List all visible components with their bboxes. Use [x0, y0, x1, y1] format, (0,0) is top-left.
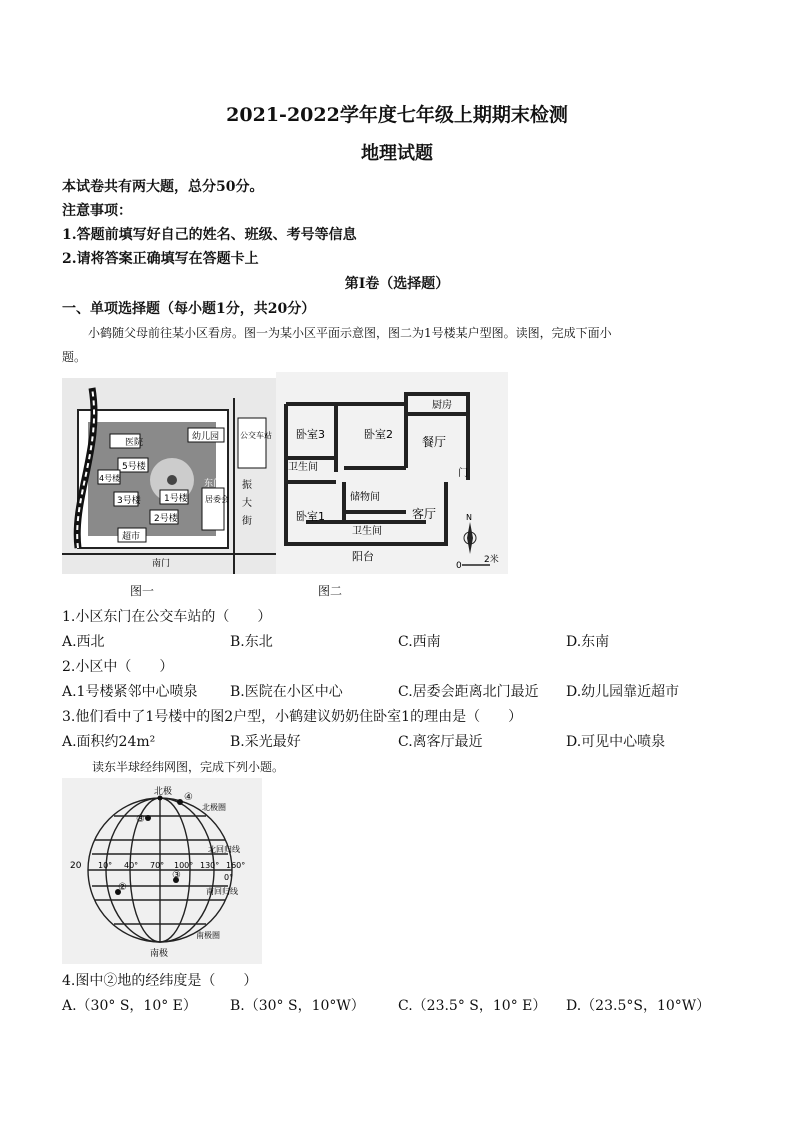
label-bedroom2: 卧室2	[364, 428, 393, 441]
label-building5: 5号楼	[122, 462, 146, 472]
figure2-caption: 图二	[318, 584, 343, 598]
label-building4: 4号楼	[99, 474, 121, 483]
q3-option-b[interactable]: B.采光最好	[230, 734, 301, 750]
label-arctic: 北极圈	[202, 803, 226, 812]
label-supermarket: 超市	[122, 532, 141, 542]
label-lon-40: 40°	[124, 861, 139, 870]
q4-option-d[interactable]: D.（23.5°S，10°W）	[566, 998, 711, 1014]
scale-2m: 2米	[484, 555, 499, 565]
exam-subtitle: 地理试题	[361, 143, 433, 164]
point-3-upper: ③	[136, 814, 145, 825]
q1-option-c[interactable]: C.西南	[398, 634, 441, 650]
passage-1-line1: 小鹤随父母前往某小区看房。图一为某小区平面示意图，图二为1号楼某户型图。读图，完成下面小	[88, 326, 612, 340]
label-kindergarten: 幼儿园	[192, 432, 220, 442]
notice-1: 1.答题前填写好自己的姓名、班级、考号等信息	[62, 227, 357, 243]
q4-option-a[interactable]: A.（30° S，10° E）	[62, 998, 197, 1014]
label-storage: 储物间	[350, 492, 380, 503]
label-living: 客厅	[412, 507, 437, 521]
q4-option-b[interactable]: B.（30° S，10°W）	[230, 998, 365, 1014]
label-lon-160: 160°	[226, 861, 246, 870]
label-lon-20: 20	[70, 861, 82, 871]
label-street-3: 街	[242, 516, 252, 527]
q1-option-d[interactable]: D.东南	[566, 634, 610, 650]
label-bath2: 卫生间	[352, 526, 382, 537]
q2-option-d[interactable]: D.幼儿园靠近超市	[566, 684, 680, 700]
passage-1-line2: 题。	[62, 350, 87, 364]
part-title: 一、单项选择题（每小题1分，共20分）	[62, 301, 316, 317]
label-building2: 2号楼	[154, 514, 178, 524]
q3-option-c[interactable]: C.离客厅最近	[398, 734, 483, 750]
label-bedroom3: 卧室3	[296, 428, 325, 441]
label-lon-130: 130°	[200, 861, 220, 870]
label-balcony: 阳台	[352, 550, 374, 563]
passage-2: 读东半球经纬网图，完成下列小题。	[92, 760, 285, 774]
q4-stem: 4.图中②地的经纬度是（ ）	[62, 973, 258, 989]
label-dining: 餐厅	[422, 435, 447, 449]
label-south-gate: 南门	[152, 559, 171, 569]
label-tropic-s: 南回归线	[206, 887, 238, 896]
q3-option-d[interactable]: D.可见中心喷泉	[566, 734, 666, 750]
q2-option-c[interactable]: C.居委会距离北门最近	[398, 684, 539, 700]
q2-stem: 2.小区中（ ）	[62, 659, 174, 675]
label-hospital: 医院	[125, 438, 144, 448]
label-bus-station: 公交车站	[240, 431, 272, 440]
q1-option-b[interactable]: B.东北	[230, 634, 273, 650]
label-lon-10: 10°	[98, 861, 113, 870]
volume-heading: 第Ⅰ卷（选择题）	[344, 276, 450, 292]
label-tropic-n: 北回归线	[208, 845, 240, 854]
point-3: ③	[172, 870, 181, 881]
q3-stem: 3.他们看中了1号楼中的图2户型，小鹤建议奶奶住卧室1的理由是（ ）	[62, 709, 523, 725]
label-lon-100: 100°	[174, 861, 194, 870]
label-lat-0: 0°	[224, 873, 234, 882]
label-south-pole: 南极	[150, 949, 169, 959]
community-map	[62, 378, 276, 574]
notice-title: 注意事项：	[62, 203, 132, 219]
q2-option-b[interactable]: B.医院在小区中心	[230, 684, 343, 700]
q1-stem: 1.小区东门在公交车站的（ ）	[62, 609, 272, 625]
q4-option-c[interactable]: C.（23.5° S，10° E）	[398, 998, 547, 1014]
label-antarctic: 南极圈	[196, 931, 220, 940]
label-north-pole: 北极	[154, 787, 173, 797]
label-lon-70: 70°	[150, 861, 165, 870]
q2-option-a[interactable]: A.1号楼紧邻中心喷泉	[62, 684, 198, 700]
point-2: ②	[118, 882, 127, 893]
notice-2: 2.请将答案正确填写在答题卡上	[62, 251, 259, 267]
svg-text:N: N	[466, 513, 472, 522]
q1-option-a[interactable]: A.西北	[62, 634, 105, 650]
figure1-caption: 图一	[130, 584, 155, 598]
label-bath1: 卫生间	[288, 462, 318, 473]
scale-0: 0	[456, 561, 462, 571]
point-4: ④	[184, 792, 193, 803]
label-kitchen: 厨房	[432, 400, 452, 411]
eastern-hemisphere-grid	[62, 778, 262, 964]
floor-plan	[276, 372, 508, 574]
q3-option-a[interactable]: A.面积约24m²	[62, 734, 156, 750]
label-door: 门	[458, 468, 468, 479]
label-east-gate: 东门	[204, 479, 223, 489]
label-committee: 居委会	[205, 495, 229, 504]
label-street-2: 大	[242, 498, 252, 509]
label-bedroom1: 卧室1	[296, 510, 325, 523]
label-building1: 1号楼	[164, 494, 188, 504]
exam-title: 2021-2022学年度七年级上期期末检测	[226, 104, 568, 126]
total-score: 本试卷共有两大题，总分50分。	[62, 179, 264, 195]
label-street-1: 振	[242, 480, 252, 491]
label-building3: 3号楼	[117, 496, 141, 506]
